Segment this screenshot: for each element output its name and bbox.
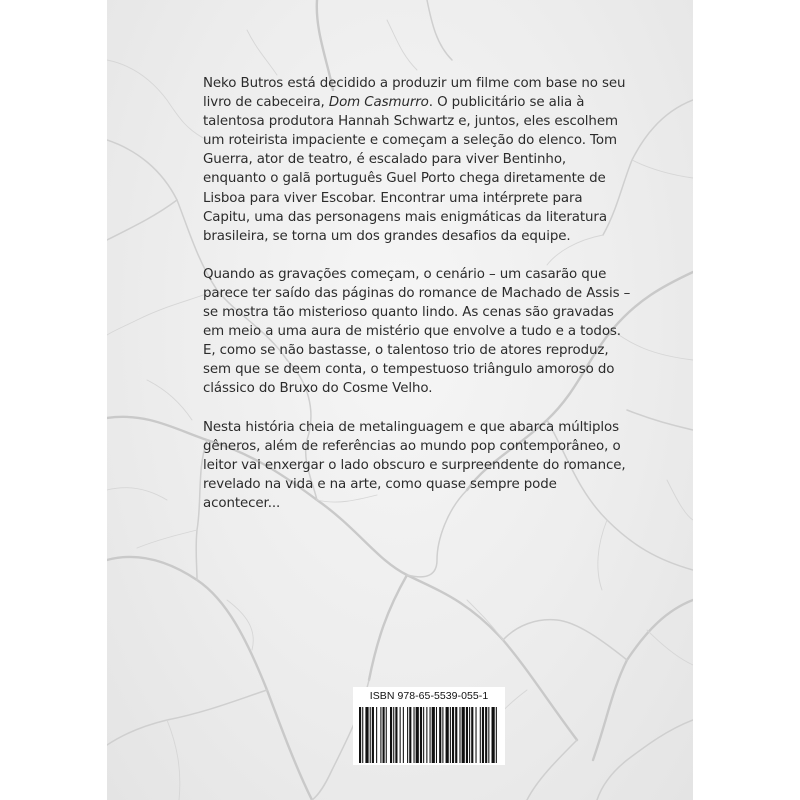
barcode-bar — [359, 707, 361, 763]
barcode-bar — [365, 707, 368, 763]
barcode-bar — [400, 707, 401, 763]
barcode-bar — [414, 707, 415, 763]
barcode-bar — [469, 707, 470, 763]
synopsis-paragraph-2: Quando as gravações começam, o cenário – um casarão que parece ter saído das páginas do romance de Machado de Assis – se mostra tão misterioso quanto lindo. As cenas são gravadas em meio a uma aura de mistério que envolve a tudo e a todos. E, como se não bastasse, o talentoso trio de atores reproduz, sem que se deem conta, o tempestuoso triângulo amoroso do clássico do Bruxo do Cosme Velho. — [203, 266, 631, 397]
isbn-barcode-box — [353, 687, 505, 765]
book-title-dom-casmurro: Dom Casmurro — [328, 95, 429, 111]
synopsis-paragraph-1-rest: . O publicitário se alia à talentosa produtora Hannah Schwartz e, juntos, eles escolhem um roteirista impaciente e começam a seleção do elenco. Tom Guerra, ator de teatro, é escalado para viver Bentinho, enquanto o galã português Guel Porto chega diretamente de Lisboa para viver Escobar. Encontrar uma intérprete para Capitu, uma das personagens mais enigmáticas da literatura brasileira, se torna um dos grandes desafios da equipe. — [203, 95, 618, 244]
barcode-bar — [459, 707, 460, 763]
barcode-bar — [446, 707, 449, 763]
barcode-bar — [383, 707, 385, 763]
barcode-bar — [436, 707, 437, 763]
barcode-bar — [390, 707, 392, 763]
barcode-bar — [386, 707, 387, 763]
barcode-bar — [409, 707, 411, 763]
barcode-bar — [426, 707, 427, 763]
synopsis-paragraph-3: Nesta história cheia de metalinguagem e que abarca múltiplos gêneros, além de referências ao mundo pop contemporâneo, o leitor vai enxergar o lado obscuro e surpreendente do romance, revelado na vida e na arte, como quase sempre pode acontecer... — [203, 419, 626, 511]
barcode-bar — [482, 707, 484, 763]
barcode-bar — [423, 707, 424, 763]
barcode-bar — [380, 707, 381, 763]
barcode-bar — [492, 707, 495, 763]
barcode-bar — [485, 707, 487, 763]
barcode-bar — [462, 707, 465, 763]
barcode-bar — [452, 707, 454, 763]
synopsis-paragraph-1-intro: Neko Butros está decidido a produzir um filme com base no seu livro de cabeceira, — [203, 76, 626, 111]
barcode-bar — [376, 707, 377, 763]
barcode-bar — [420, 707, 422, 763]
barcode-bar — [455, 707, 457, 763]
barcode-bar — [442, 707, 443, 763]
barcode-bar — [372, 707, 374, 763]
book-back-cover — [107, 0, 693, 800]
barcode-bar — [407, 707, 408, 763]
barcode-bar — [393, 707, 394, 763]
barcode-bar — [496, 707, 497, 763]
barcode-bar — [430, 707, 431, 763]
barcode-bar — [480, 707, 481, 763]
barcode-bar — [395, 707, 397, 763]
barcode-bar — [450, 707, 451, 763]
barcode-bar — [432, 707, 435, 763]
back-cover-synopsis — [203, 74, 633, 532]
barcode-icon — [359, 707, 499, 763]
isbn-number: ISBN 978-65-5539-055-1 — [369, 690, 489, 702]
barcode-bar — [403, 707, 404, 763]
barcode-bar — [439, 707, 441, 763]
barcode-bar — [471, 707, 473, 763]
barcode-bar — [416, 707, 419, 763]
barcode-bar — [488, 707, 489, 763]
synopsis-paragraph-1 — [203, 74, 633, 246]
barcode-bar — [362, 707, 363, 763]
barcode-bar — [475, 707, 476, 763]
barcode-bar — [370, 707, 371, 763]
barcode-bar — [466, 707, 468, 763]
